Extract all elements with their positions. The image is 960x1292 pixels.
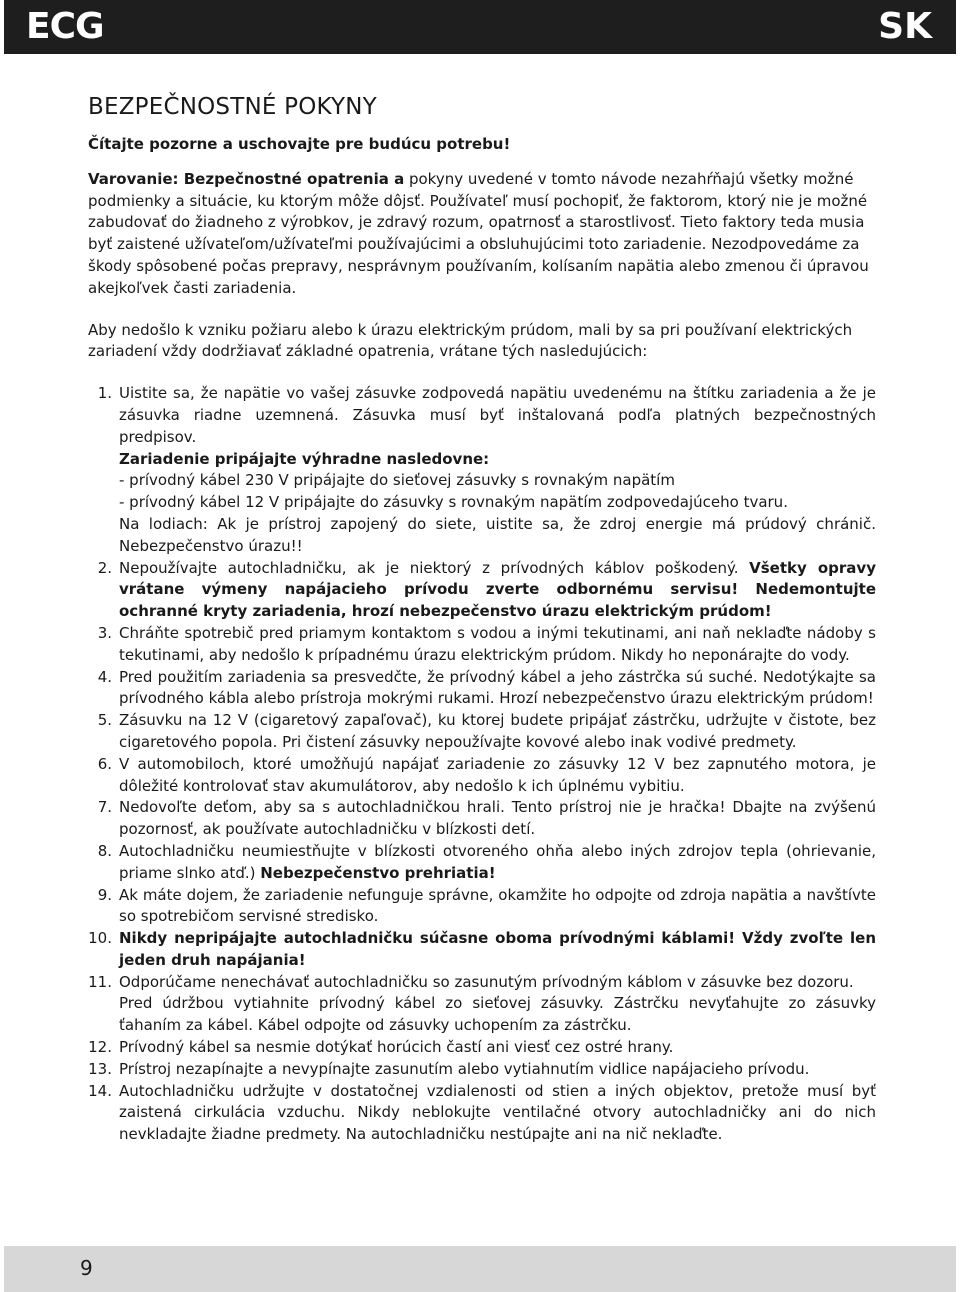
warning-paragraph (88, 169, 876, 300)
item-text: Prístroj nezapínajte a nevypínajte zasunutím alebo vytiahnutím vidlice napájacieho prívodu. (119, 1059, 810, 1078)
item-number: 9. (97, 885, 112, 904)
list-item (88, 754, 876, 798)
item-line: - prívodný kábel 230 V pripájajte do sieťovej zásuvky s rovnakým napätím (119, 471, 675, 490)
item-text: Ak máte dojem, že zariadenie nefunguje správne, okamžite ho odpojte od zdroja napätia a navštívte so spotrebičom servisné stredisko. (119, 885, 876, 926)
item-text: Autochladničku neumiestňujte v blízkosti otvoreného ohňa alebo iných zdrojov tepla (ohrievanie, priame slnko atď.) (119, 841, 876, 882)
list-item (88, 797, 876, 841)
item-number: 1. (97, 384, 112, 403)
list-item (88, 383, 876, 557)
item-number: 8. (97, 841, 112, 860)
brand-logo: ECG (26, 6, 104, 47)
list-item (88, 623, 876, 667)
list-item (88, 841, 876, 885)
item-bold-line: Zariadenie pripájajte výhradne nasledovne: (119, 449, 490, 468)
item-number: 11. (88, 972, 112, 991)
list-item (88, 710, 876, 754)
page-title: BEZPEČNOSTNÉ POKYNY (88, 94, 377, 120)
item-number: 6. (97, 754, 112, 773)
intro-paragraph: Aby nedošlo k vzniku požiaru alebo k úrazu elektrickým prúdom, mali by sa pri používaní elektrických zariadení vždy dodržiavať základné opatrenia, vrátane tých nasledujúcich: (88, 320, 853, 361)
item-text: V automobiloch, ktoré umožňujú napájať zariadenie zo zásuvky 12 V bez zapnutého motora, je dôležité kontrolovať stav akumulátorov, aby nedošlo k ich úplnému vybitiu. (119, 754, 876, 795)
item-number: 13. (88, 1059, 112, 1078)
page-footer (4, 1246, 956, 1292)
item-bold-text: Nikdy nepripájajte autochladničku súčasne oboma prívodnými káblami! Vždy zvoľte len jeden druh napájania! (119, 929, 876, 969)
item-number: 5. (97, 711, 112, 730)
item-text: Nedovoľte deťom, aby sa s autochladničkou hrali. Tento prístroj nie je hračka! Dbajte na zvýšenú pozornosť, ak používate autochladničku v blízkosti detí. (119, 798, 876, 839)
item-text: Chráňte spotrebič pred priamym kontaktom s vodou a inými tekutinami, ani naň neklaďte nádoby s tekutinami, aby nedošlo k prípadnému úrazu elektrickým prúdom. Nikdy ho neponárajte do vody. (119, 623, 876, 664)
list-item (88, 1059, 876, 1081)
document-body (88, 92, 876, 1146)
item-line: - prívodný kábel 12 V pripájajte do zásuvky s rovnakým napätím zodpovedajúceho tvaru. (119, 493, 788, 512)
list-item (88, 558, 876, 623)
page-number: 9 (80, 1256, 93, 1280)
item-number: 2. (97, 558, 112, 577)
item-text: Prívodný kábel sa nesmie dotýkať horúcich častí ani viesť cez ostré hrany. (119, 1038, 674, 1057)
item-text: Pred použitím zariadenia sa presvedčte, že prívodný kábel a jeho zástrčka sú suché. Nedotýkajte sa prívodného kábla alebo prístroja mokrými rukami. Hrozí nebezpečenstvo úrazu elektrickým prúdom! (119, 667, 876, 708)
item-number: 7. (97, 798, 112, 817)
item-text: Odporúčame nenechávať autochladničku so zasunutým prívodným káblom v zásuvke bez dozoru. (119, 972, 854, 991)
list-item (88, 928, 876, 972)
page-header (4, 0, 956, 54)
item-line: Na lodiach: Ak je prístroj zapojený do siete, uistite sa, že zdroj energie má prúdový chránič. Nebezpečenstvo úrazu!! (119, 514, 876, 555)
item-bold-text: Nebezpečenstvo prehriatia! (260, 863, 496, 882)
item-text: Autochladničku udržujte v dostatočnej vzdialenosti od stien a iných objektov, pretože musí byť zaistená cirkulácia vzduchu. Nikdy neblokujte ventilačné otvory autochladničky ani do nich nevkladajte žiadne predmety. Na autochladničku nestúpajte ani na nič neklaďte. (119, 1081, 876, 1144)
language-code: SK (878, 6, 932, 47)
item-number: 3. (97, 623, 112, 642)
list-item (88, 667, 876, 711)
list-item (88, 1037, 876, 1059)
list-item (88, 1081, 876, 1146)
list-item (88, 885, 876, 929)
item-number: 14. (88, 1081, 112, 1100)
warning-text: pokyny uvedené v tomto návode nezahŕňajú všetky možné podmienky a situácie, ku ktorým môže dôjsť. Používateľ musí pochopiť, že faktorom, ktorý nie je možné zabudovať do žiadneho z výrobkov, je zdravý rozum, opatrnosť a starostlivosť. Tieto faktory teda musia byť zaistené užívateľom/užívateľmi používajúcimi a obsluhujúcimi toto zariadenie. Nezodpovedáme za škody spôsobené počas prepravy, nesprávnym používaním, kolísaním napätia alebo zmenou či úpravou akejkoľvek časti zariadenia. (88, 169, 869, 297)
item-line: Pred údržbou vytiahnite prívodný kábel zo sieťovej zásuvky. Zástrčku nevyťahujte zo zásuvky ťahaním za kábel. Kábel odpojte od zásuvky uchopením za zástrčku. (119, 994, 876, 1035)
item-number: 4. (97, 667, 112, 686)
item-text: Zásuvku na 12 V (cigaretový zapaľovač), ku ktorej budete pripájať zástrčku, udržujte v čistote, bez cigaretového popola. Pri čistení zásuvky nepoužívajte kovové alebo inak vodivé predmety. (119, 711, 876, 751)
item-bold-text: Všetky opravy vrátane výmeny napájacieho prívodu zverte odbornému servisu! Nedemontujte ochranné kryty zariadenia, hrozí nebezpečenstvo úrazu elektrickým prúdom! (119, 558, 876, 621)
safety-rules-list (88, 383, 876, 1146)
item-text: Uistite sa, že napätie vo vašej zásuvke zodpovedá napätiu uvedenému na štítku zariadenia a že je zásuvka riadne uzemnená. Zásuvka musí byť inštalovaná podľa platných bezpečnostných predpisov. (119, 384, 876, 446)
list-item (88, 972, 876, 1037)
subtitle: Čítajte pozorne a uschovajte pre budúcu potrebu! (88, 135, 511, 153)
item-number: 10. (88, 929, 112, 948)
warning-label: Varovanie: Bezpečnostné opatrenia a (88, 169, 405, 188)
item-number: 12. (88, 1038, 112, 1057)
item-text: Nepoužívajte autochladničku, ak je niektorý z prívodných káblov poškodený. (119, 558, 750, 577)
